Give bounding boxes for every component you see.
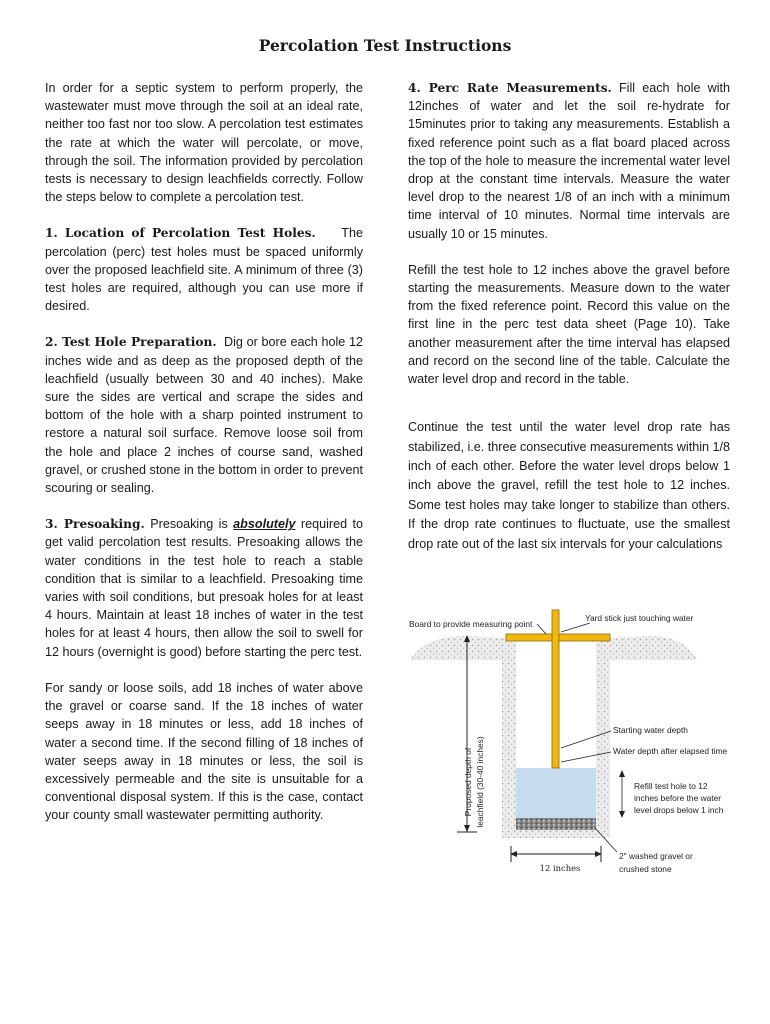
step-4-heading: 4. Perc Rate Measurements. bbox=[408, 81, 612, 95]
sandy-soils-paragraph: For sandy or loose soils, add 18 inches of water above the gravel or coarse sand. If the 18 inches of water seeps away in 18 minutes or less, add 18 inches of water a second time. If the second filling of 18 inches of water seeps away in 18 minutes or less, the soil is excessively permeable and the site is unsuitable for a conventional disposal system. If this is the case, contact your county small wastewater permitting authority. bbox=[45, 680, 363, 823]
refill-bracket-bottom bbox=[619, 811, 625, 818]
depth-label-1: Proposed depth of bbox=[463, 747, 473, 817]
gravel-label-1: 2" washed gravel or bbox=[619, 851, 693, 861]
step-3-heading: 3. Presoaking. bbox=[45, 517, 145, 532]
starting-depth-label: Starting water depth bbox=[613, 725, 688, 735]
left-ground-mound bbox=[410, 636, 510, 660]
refill-label-3: level drops below 1 inch bbox=[634, 805, 724, 815]
board-leader bbox=[537, 624, 546, 634]
step-3-body-after: required to get valid percolation test results. Presoaking allows the water conditions in the test hole to reach a stable condition that is similar to a leachfield. Presoaking time varies with soil conditions, but presoak holes for at least 4 hours. Maintain at least 18 inches of water in the test holes for at least 4 hours, then allow the soil to swell for 12 hours (overnight is good) before starting the perc test. bbox=[45, 517, 364, 659]
soil-bottom bbox=[502, 830, 610, 838]
step-3-body-before: Presoaking is bbox=[150, 517, 228, 532]
left-soil-wall bbox=[502, 642, 516, 837]
refill-label-2: inches before the water bbox=[634, 793, 722, 803]
right-column bbox=[408, 79, 730, 554]
depth-arrow-bottom bbox=[464, 825, 470, 832]
right-ground-mound bbox=[600, 636, 697, 660]
refill-label-1: Refill test hole to 12 bbox=[634, 781, 708, 791]
page-title: Percolation Test Instructions bbox=[258, 36, 512, 55]
depth-label-2: leachfield (30-40 inches) bbox=[475, 736, 485, 828]
step-2-heading: 2. Test Hole Preparation. bbox=[45, 335, 217, 350]
step-2-paragraph bbox=[45, 333, 363, 497]
step-4-paragraph bbox=[408, 79, 730, 243]
step-2-body: Dig or bore each hole 12 inches wide and as deep as the proposed depth of the leachfield (usually between 30 and 40 inches). Make sure the sides are vertical and scrape the sides and bottom of the hole with a sharp pointed instrument to restore a natural soil surface. Remove loose soil from the hole and place 2 inches of course sand, washed gravel, or crushed stone in the bottom in order to prevent scouring or sealing. bbox=[45, 335, 363, 496]
board-label: Board to provide measuring point bbox=[409, 619, 533, 629]
step-1-paragraph bbox=[45, 224, 363, 315]
gravel-layer bbox=[516, 818, 596, 830]
step-4-body: Fill each hole with 12inches of water and let the soil re-hydrate for 15minutes prior to taking any measurements. Establish a fixed reference point such as a flat board placed across the top of the hole to measure the incremental water level drop at the constant time intervals. Measure the water level drop to the nearest 1/8 of an inch with a minimum time interval of 10 minutes. Normal time intervals are usually 10 or 15 minutes. bbox=[408, 81, 731, 241]
yardstick-label: Yard stick just touching water bbox=[585, 613, 694, 623]
water bbox=[516, 768, 596, 818]
gravel-label-2: crushed stone bbox=[619, 864, 672, 874]
yardstick-leader bbox=[561, 623, 590, 632]
perc-diagram-svg bbox=[405, 602, 735, 892]
continue-paragraph: Continue the test until the water level drop rate has stabilized, i.e. three consecutive measurements within 1/8 inch of each other. Before the water level drops below 1 inch above the gravel, refill the test hole to 12 inches. Some test holes may take longer to stabilize than others. If the drop rate continues to fluctuate, use the smallest drop rate out of the last six intervals for your calculations bbox=[408, 420, 731, 551]
step-3-paragraph bbox=[45, 515, 363, 661]
step-3-emphasis: absolutely bbox=[233, 517, 296, 532]
perc-test-diagram bbox=[405, 602, 735, 892]
refill-bracket-top bbox=[619, 770, 625, 777]
refill-paragraph: Refill the test hole to 12 inches above the gravel before starting the measurements. Measure down to the water from the fixed reference point. Record this value on the first line in the perc test data sheet (Page 10). Take another measurement after the time interval has elapsed and record on the second line of the table. Calculate the water level drop and record in the table. bbox=[408, 262, 730, 387]
yard-stick bbox=[552, 610, 559, 768]
step-1-body: The percolation (perc) test holes must be spaced uniformly over the proposed leachfield site. A minimum of three (3) test holes are required, although you can use more if desired. bbox=[45, 226, 363, 314]
step-1-heading: 1. Location of Percolation Test Holes. bbox=[45, 226, 316, 241]
right-soil-wall bbox=[596, 642, 610, 837]
elapsed-depth-label: Water depth after elapsed time bbox=[613, 746, 728, 756]
intro-paragraph: In order for a septic system to perform properly, the wastewater must move through the soil at an ideal rate, neither too fast nor too slow. A percolation test estimates the rate at which the water will percolate, or move, through the soil. The information provided by percolation tests is necessary to design leachfields correctly. Follow the steps below to complete a percolation test. bbox=[45, 81, 363, 205]
width-label: 12 inches bbox=[539, 863, 581, 873]
left-column bbox=[45, 79, 363, 825]
